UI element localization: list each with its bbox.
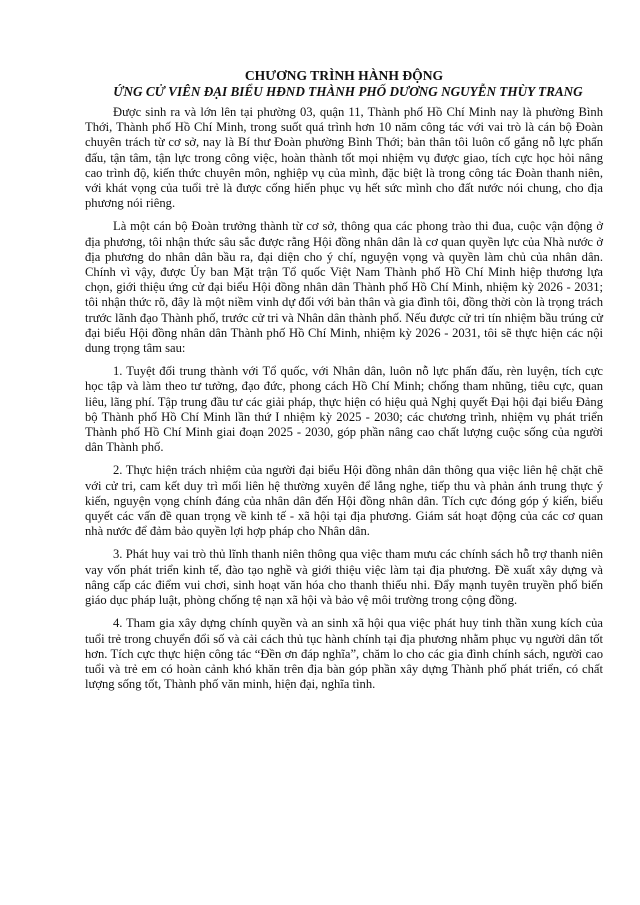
paragraph-commitment-2: 2. Thực hiện trách nhiệm của người đại biểu Hội đồng nhân dân thông qua việc liên hệ chặt chẽ với cử tri, cam kết duy trì mối liên hệ thường xuyên để lắng nghe, tiếp thu và phản ánh trung thực ý kiến, nguyện vọng chính đáng của nhân dân đến Hội đồng nhân dân. Tích cực đóng góp ý kiến, biểu quyết các vấn đề quan trọng về kinh tế - xã hội tại địa phương. Giám sát hoạt động của các cơ quan nhà nước để đảm bảo quyền lợi hợp pháp cho Nhân dân. — [85, 463, 603, 539]
paragraph-introduction: Được sinh ra và lớn lên tại phường 03, quận 11, Thành phố Hồ Chí Minh nay là phường Bình Thới, Thành phố Hồ Chí Minh, trong suốt quá trình hơn 10 năm công tác với vai trò là cán bộ Đoàn chuyên trách từ cơ sở, nay là Bí thư Đoàn phường Bình Thới; bản thân tôi luôn cố gắng nỗ lực phấn đấu, tận tâm, tận lực trong công việc, hoàn thành tốt mọi nhiệm vụ được giao, tích cực học hỏi nâng cao trình độ, kiến thức chuyên môn, nghiệp vụ của mình, đặc biệt là trong công tác Đoàn thanh niên, với khát vọng của tuổi trẻ là được cống hiến phục vụ hết sức mình cho đất nước nói chung, cho địa phương nói riêng. — [85, 105, 603, 211]
paragraph-commitment-3: 3. Phát huy vai trò thủ lĩnh thanh niên thông qua việc tham mưu các chính sách hỗ trợ thanh niên vay vốn phát triển kinh tế, đào tạo nghề và giới thiệu việc làm tại địa phương. Đề xuất xây dựng và nâng cấp các điểm vui chơi, sinh hoạt văn hóa cho thanh thiếu nhi. Đẩy mạnh tuyên truyền phổ biến giáo dục pháp luật, phòng chống tệ nạn xã hội và bảo vệ môi trường trong cộng đồng. — [85, 547, 603, 608]
paragraph-commitment-4: 4. Tham gia xây dựng chính quyền và an sinh xã hội qua việc phát huy tinh thần xung kích của tuổi trẻ trong chuyển đổi số và cải cách thủ tục hành chính tại địa phương nhằm phục vụ người dân tốt hơn. Tích cực thực hiện công tác “Đền ơn đáp nghĩa”, chăm lo cho các gia đình chính sách, người cao tuổi và trẻ em có hoàn cảnh khó khăn trên địa bàn góp phần xây dựng Thành phố phát triển, có chất lượng sống tốt, Thành phố văn minh, hiện đại, nghĩa tình. — [85, 616, 603, 692]
document-page — [85, 68, 603, 692]
document-title: CHƯƠNG TRÌNH HÀNH ĐỘNG — [244, 68, 444, 83]
paragraph-motivation: Là một cán bộ Đoàn trưởng thành từ cơ sở, thông qua các phong trào thi đua, cuộc vận động ở địa phương, tôi nhận thức sâu sắc được rằng Hội đồng nhân dân là cơ quan quyền lực của Nhà nước ở địa phương do nhân dân bầu ra, đại diện cho ý chí, nguyện vọng và quyền làm chủ của nhân dân. Chính vì vậy, được Ủy ban Mặt trận Tổ quốc Việt Nam Thành phố Hồ Chí Minh hiệp thương lựa chọn, giới thiệu ứng cử đại biểu Hội đồng nhân dân Thành phố Hồ Chí Minh, nhiệm kỳ 2026 - 2031; tôi nhận thức rõ, đây là một niềm vinh dự đối với bản thân và gia đình tôi, đồng thời còn là trọng trách trước lãnh đạo Thành phố, trước cử tri và Nhân dân thành phố. Nếu được cử tri tín nhiệm bầu trúng cử đại biểu Hội đồng nhân dân Thành phố Hồ Chí Minh, nhiệm kỳ 2026 - 2031, tôi sẽ thực hiện các nội dung trọng tâm sau: — [85, 219, 603, 356]
document-subtitle: ỨNG CỬ VIÊN ĐẠI BIỂU HĐND THÀNH PHỐ DƯƠNG NGUYỄN THÙY TRANG — [113, 84, 583, 99]
paragraph-commitment-1: 1. Tuyệt đối trung thành với Tổ quốc, với Nhân dân, luôn nỗ lực phấn đấu, rèn luyện, tích cực học tập và làm theo tư tưởng, đạo đức, phong cách Hồ Chí Minh; chống tham nhũng, tiêu cực, quan liêu, lãng phí. Tập trung đầu tư các giải pháp, thực hiện có hiệu quả Nghị quyết Đại hội đại biểu Đảng bộ Thành phố Hồ Chí Minh lần thứ I nhiệm kỳ 2025 - 2030; các chương trình, nhiệm vụ phát triển Thành phố Hồ Chí Minh giai đoạn 2025 - 2030, góp phần nâng cao chất lượng cuộc sống của người dân Thành phố. — [85, 364, 603, 455]
document-body — [85, 105, 603, 692]
